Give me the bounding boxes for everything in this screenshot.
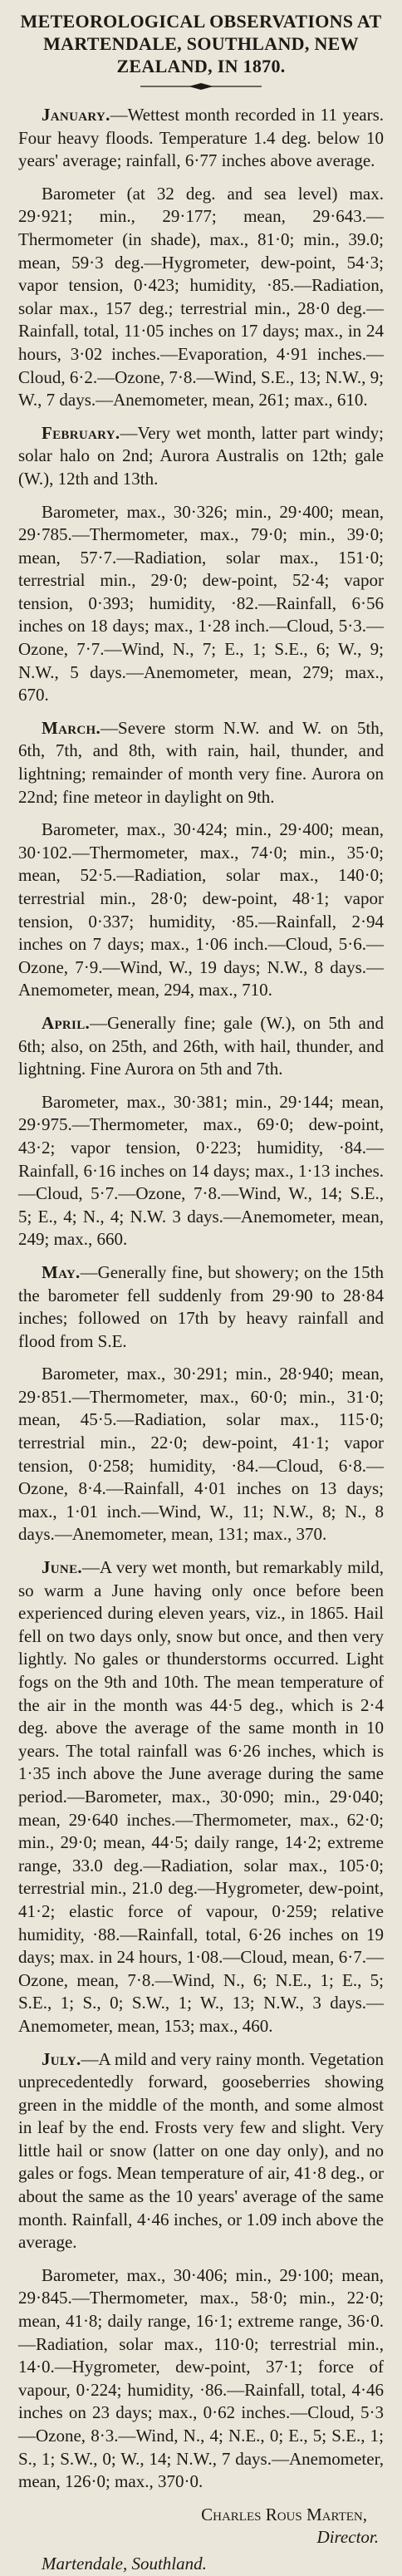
- month-heading-july: July.: [42, 2048, 81, 2069]
- march-details: Barometer, max., 30·424; min., 29·400; mean, 30·102.—Thermometer, max., 74·0; min., 35·0; mean, 52·5.—Radiation, solar max., 140·0; terrestrial min., 28·0; dew-point, 48·1; vapor tension, 0·337; humidity, ·85.—Rainfall, 2·94 inches on 7 days; max., 1·06 inch.—Cloud, 5·6.—Ozone, 7·9.—Wind, W., 19 days; N.W., 8 days.—Anemometer, mean, 294, max., 710.: [18, 819, 384, 1000]
- section-june: [18, 1556, 384, 2038]
- january-details: Barometer (at 32 deg. and sea level) max. 29·921; min., 29·177; mean, 29·643.—Thermometer (in shade), max., 81·0; min., 39.0; mean, 59·3 deg.—Hygrometer, dew-point, 54·3; vapor tension, 0·423; humidity, ·85.—Radiation, solar max., 157 deg.; terrestrial min., 28·0 deg.—Rainfall, total, 11·05 inches on 17 days; max., in 24 hours, 3·02 inches.—Evaporation, 4·91 inches.—Cloud, 6·2.—Ozone, 7·8.—Wind, S.E., 13; N.W., 9; W., 7 days.—Anemometer, mean, 261; max., 610.: [18, 183, 384, 410]
- february-summary-text: —Very wet month, latter part windy; solar halo on 2nd; Aurora Australis on 12th; gale (W.), 12th and 13th.: [18, 422, 384, 489]
- july-summary-text: —A mild and very rainy month. Vegetation unprecedentedly forward, gooseberries showing green in the middle of the month, and some almost in leaf by the end. Frosts very few and slight. Very little hail or snow (latter on one day only), and no gales or fogs. Mean temperature of air, 41·8 deg., or about the same as the 10 years' average of the same month. Rainfall, 4·46 inches, or 1.09 inch above the average.: [18, 2048, 384, 2253]
- june-summary: [18, 1556, 384, 2038]
- may-details: Barometer, max., 30·291; min., 28·940; mean, 29·851.—Thermometer, max., 60·0; min., 31·0; mean, 45·5.—Radiation, solar max., 115·0; terrestrial min., 22·0; dew-point, 41·1; vapor tension, 0·258; humidity, ·84.—Cloud, 6·8.—Ozone, 8·4.—Rainfall, 4·01 inches on 13 days; max., 1·01 inch.—Wind, W., 11; N.W., 8; N., 8 days.—Anemometer, mean, 131; max., 370.: [18, 1364, 384, 1545]
- section-february: [18, 422, 384, 707]
- month-heading-may: May.: [42, 1261, 81, 1282]
- signature-role: Director.: [316, 2527, 379, 2548]
- february-summary: [18, 422, 384, 491]
- month-heading-february: February.: [42, 422, 120, 443]
- section-march: [18, 717, 384, 1002]
- ornament-line-icon: [139, 82, 263, 91]
- section-april: [18, 1012, 384, 1251]
- july-summary: [18, 2048, 384, 2254]
- signature-name: Charles Rous Marten,: [201, 2504, 367, 2524]
- january-summary: [18, 104, 384, 173]
- month-heading-june: June.: [42, 1557, 82, 1578]
- march-summary: [18, 717, 384, 809]
- signature-place: Martendale, Southland.: [42, 2553, 207, 2574]
- title-ornament-divider: [18, 82, 384, 91]
- section-may: [18, 1261, 384, 1546]
- may-summary-text: —Generally fine, but showery; on the 15th the barometer fell suddenly from 29·90 to 28·84 inches; followed on 17th by heavy rainfall and flood from S.E.: [18, 1261, 384, 1351]
- article-title: METEOROLOGICAL OBSERVATIONS AT MARTENDALE, SOUTHLAND, NEW ZEALAND, IN 1870.: [20, 11, 382, 76]
- month-heading-march: March.: [42, 717, 101, 738]
- month-heading-april: April.: [42, 1012, 91, 1033]
- july-details: Barometer, max., 30·406; min., 29·100; mean, 29·845.—Thermometer, max., 58·0; min., 22·0; mean, 41·8; daily range, 16·1; extreme range, 36·0.—Radiation, solar max., 110·0; terrestrial min., 14·0.—Hygrometer, dew-point, 37·1; force of vapour, 0·224; humidity, ·86.—Rainfall, total, 4·46 inches on 23 days; max., 0·62 inches.—Cloud, 5·3—Ozone, 8·3.—Wind, N., 4; N.E., 0; E., 5; S.E., 1; S., 1; S.W., 0; W., 14; N.W., 7 days.—Anemometer, mean, 126·0; max., 370·0.: [18, 2264, 384, 2492]
- march-summary-text: —Severe storm N.W. and W. on 5th, 6th, 7th, and 8th, with rain, hail, thunder, and lightning; remainder of month very fine. Aurora on 22nd; fine meteor in daylight on 9th.: [18, 717, 384, 807]
- may-summary: [18, 1261, 384, 1353]
- section-july: [18, 2048, 384, 2494]
- section-january: [18, 104, 384, 412]
- april-details: Barometer, max., 30·381; min., 29·144; mean, 29·975.—Thermometer, max., 69·0; dew-point, 43·2; vapor tension, 0·223; humidity, ·84.—Rainfall, 6·16 inches on 14 days; max., 1·13 inches.—Cloud, 5·7.—Ozone, 7·8.—Wind, W., 14; S.E., 5; E., 4; N., 4; N.W. 3 days.—Anemometer, mean, 249; max., 660.: [18, 1091, 384, 1250]
- april-summary-text: —Generally fine; gale (W.), on 5th and 6th; also, on 25th, and 26th, with hail, thunder, and lightning. Fine Aurora on 5th and 7th.: [18, 1012, 384, 1079]
- april-summary: [18, 1012, 384, 1081]
- february-details: Barometer, max., 30·326; min., 29·400; mean, 29·785.—Thermometer, max., 79·0; min., 39·0; mean, 57·7.—Radiation, solar max., 151·0; terrestrial min., 29·0; dew-point, 52·4; vapor tension, 0·393; humidity, ·82.—Rainfall, 6·56 inches on 18 days; max., 1·28 inch.—Cloud, 5·3.—Ozone, 7·7.—Wind, N., 7; E., 1; S.E., 6; W., 9; N.W., 5 days.—Anemometer, mean, 279; max., 670.: [18, 501, 384, 705]
- month-heading-january: January.: [42, 105, 110, 125]
- june-summary-text: —A very wet month, but remarkably mild, so warm a June having only once before been experienced during eleven years, viz., in 1865. Hail fell on two days only, snow but once, and then very lightly. No gales or thunderstorms occurred. Light fogs on the 9th and 10th. The mean temperature of the air in the month was 44·5 deg., which is 2·4 deg. above the average of the same month in 10 years. The total rainfall was 6·26 inches, which is 1·35 inch above the June average during the same period.—Barometer, max., 30·090; min., 29·040; mean, 29·640 inches.—Thermometer, max., 62·0; min., 29·0; mean, 44·5; daily range, 14·2; extreme range, 33.0 deg.—Radiation, solar max., 105·0; terrestrial min., 21.0 deg.—Hygrometer, dew-point, 41·2; elastic force of vapour, 0·259; relative humidity, ·88.—Rainfall, total, 6·26 inches on 19 days; max. in 24 hours, 1·08.—Cloud, mean, 6·7.—Ozone, mean, 7·8.—Wind, N., 6; N.E., 1; E., 5; S.E., 1; S., 0; S.W., 1; W., 13; N.W., 3 days.—Anemometer, mean, 153; max., 460.: [18, 1557, 384, 2036]
- january-summary-text: —Wettest month recorded in 11 years. Four heavy floods. Temperature 1.4 deg. below 10 years' average; rainfall, 6·77 inches above average.: [18, 105, 384, 171]
